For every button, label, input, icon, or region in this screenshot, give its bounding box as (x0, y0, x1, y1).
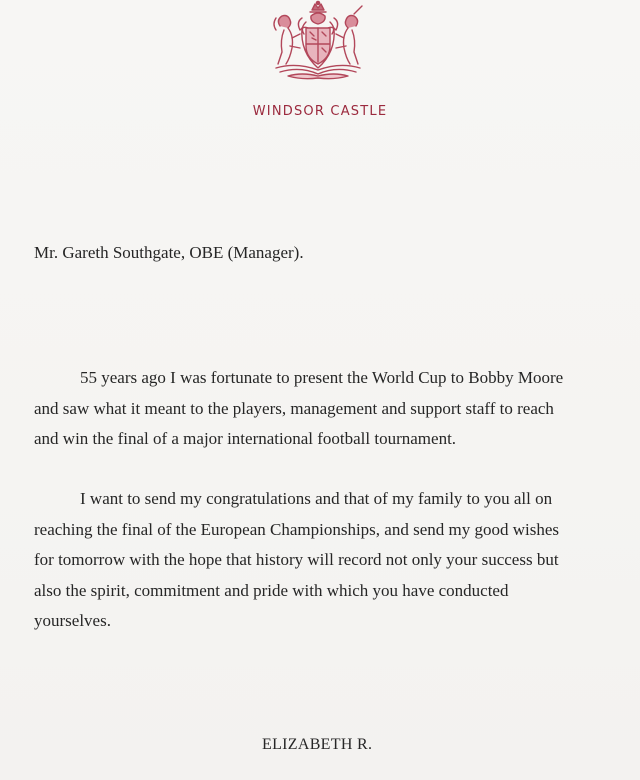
letter-paragraph (34, 484, 594, 637)
signature: ELIZABETH R. (262, 736, 373, 753)
paragraph-line: I want to send my congratulations and that of my family to you all on (80, 489, 553, 508)
paragraph-line: yourselves. (34, 611, 111, 630)
paragraph-line: and win the final of a major international football tournament. (34, 429, 457, 448)
letterhead-title: WINDSOR CASTLE (252, 104, 388, 119)
paragraph-line: and saw what it meant to the players, management and support staff to reach (34, 398, 554, 418)
letter-paragraph (34, 363, 594, 455)
paragraph-line: reaching the final of the European Championships, and send my good wishes (34, 519, 559, 539)
paragraph-line: 55 years ago I was fortunate to present the World Cup to Bobby Moore (80, 368, 564, 387)
royal-coat-of-arms-icon (266, 0, 370, 82)
paragraph-line: also the spirit, commitment and pride with which you have conducted (34, 580, 509, 600)
salutation: Mr. Gareth Southgate, OBE (Manager). (34, 243, 304, 262)
paragraph-line: for tomorrow with the hope that history will record not only your success but (34, 550, 559, 569)
